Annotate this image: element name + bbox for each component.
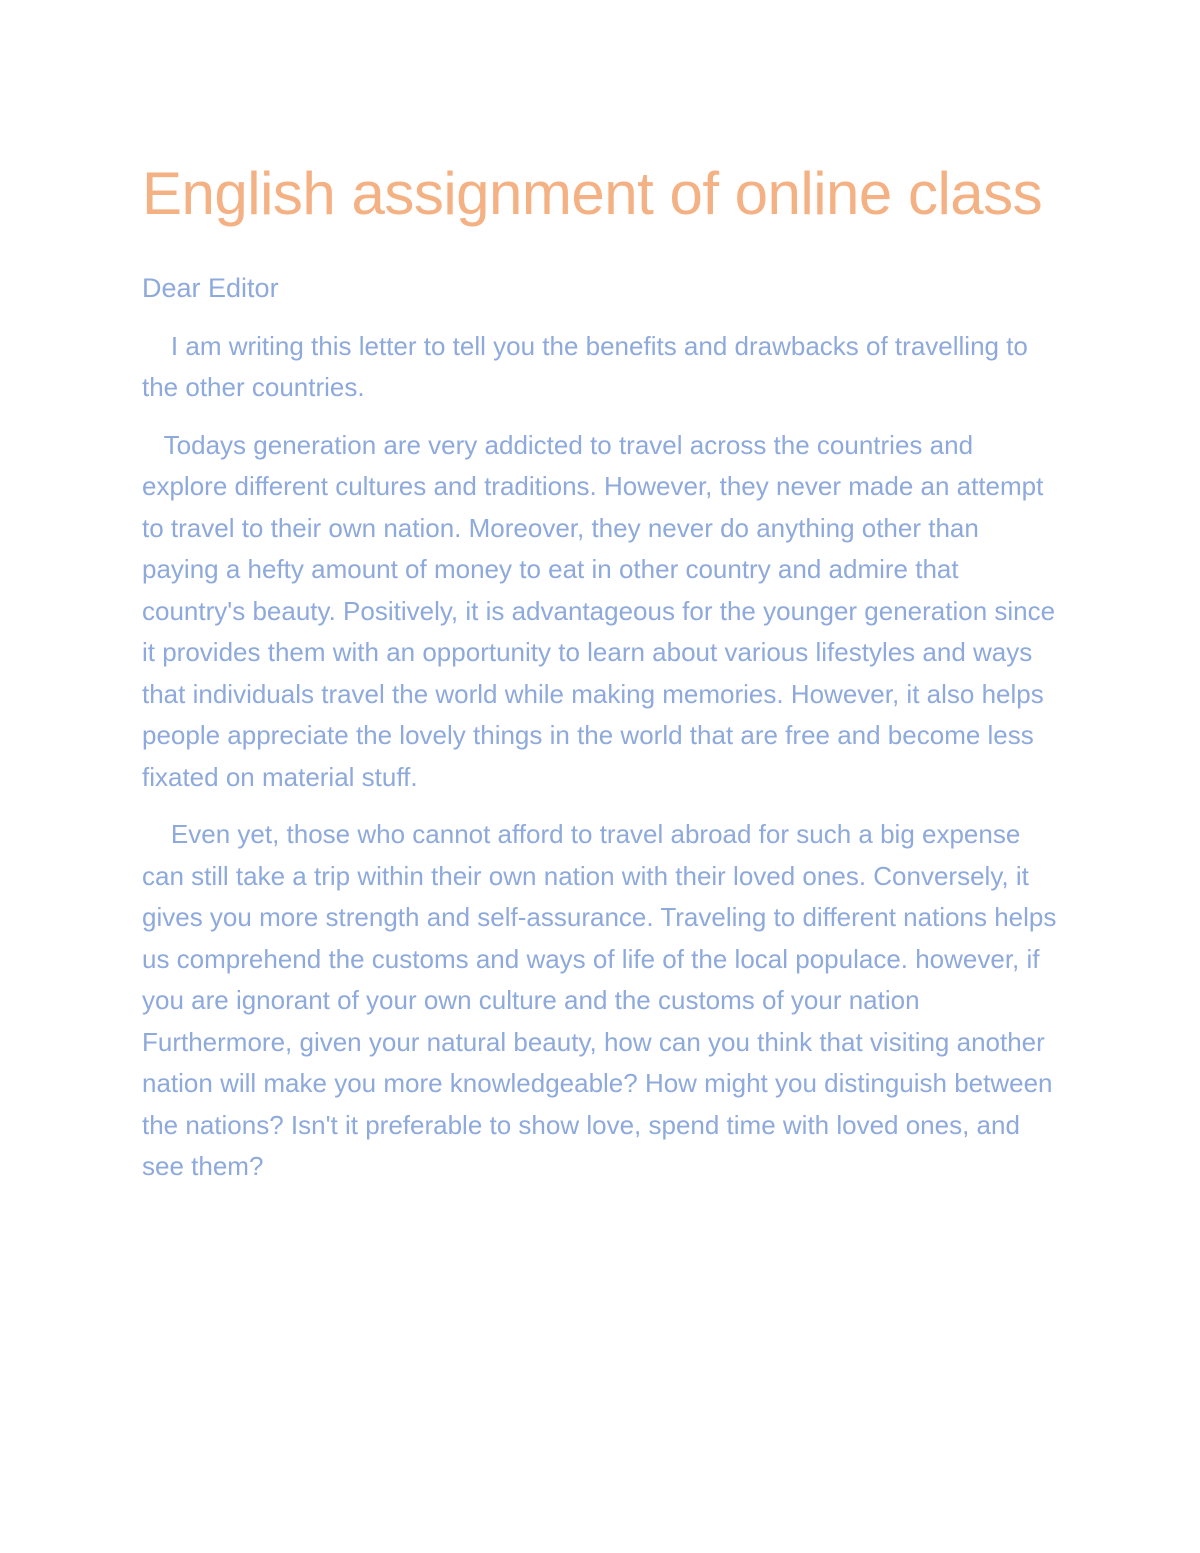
paragraph-drawbacks: Even yet, those who cannot afford to travel abroad for such a big expense can still take a trip within their own nation with their loved ones. Conversely, it gives you more strength and self-assurance. Traveling to different nations helps us comprehend the customs and ways of life of the local populace. however, if you are ignorant of your own culture and the customs of your nation Furthermore, given your natural beauty, how can you think that visiting another nation will make you more knowledgeable? How might you distinguish between the nations? Isn't it preferable to show love, spend time with loved ones, and see them?	[142, 819, 1064, 1181]
paragraph-benefits: Todays generation are very addicted to travel across the countries and explore different cultures and traditions. However, they never made an attempt to travel to their own nation. Moreover, they never do anything other than paying a hefty amount of money to eat in other country and admire that country's beauty. Positively, it is advantageous for the younger generation since it provides them with an opportunity to learn about various lifestyles and ways that individuals travel the world while making memories. However, it also helps people appreciate the lovely things in the world that are free and become less fixated on material stuff.	[142, 429, 1063, 792]
document-page	[142, 150, 1064, 1204]
paragraph-intro: I am writing this letter to tell you the benefits and drawbacks of travelling to the other countries.	[142, 330, 1036, 402]
salutation: Dear Editor	[142, 273, 279, 303]
document-title: English assignment of online class	[142, 160, 1043, 227]
